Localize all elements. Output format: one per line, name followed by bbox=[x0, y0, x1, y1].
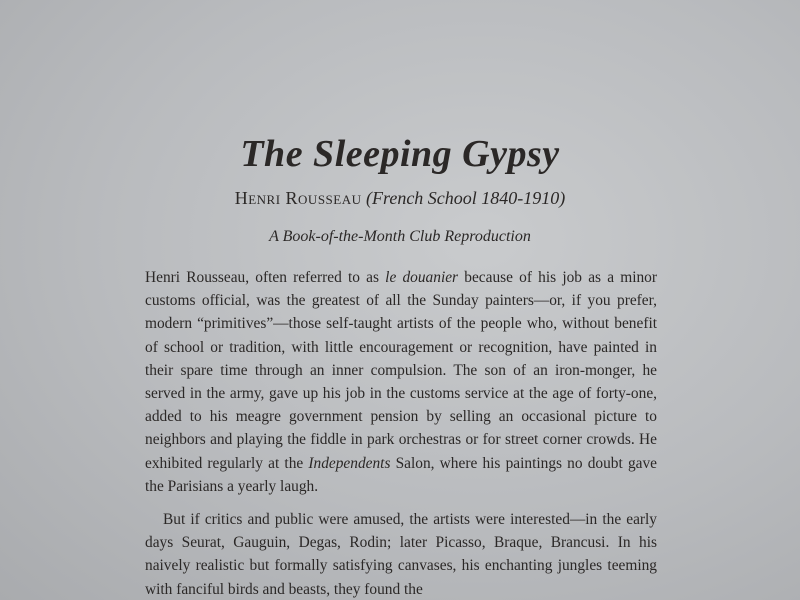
paragraph-1-part-3: Salon, where his paintings no doubt gave the Parisians a yearly laugh. bbox=[145, 454, 657, 495]
artist-name: Henri Rousseau bbox=[234, 188, 362, 208]
paragraph-1-part-2: because of his job as a minor customs official, was the greatest of all the Sunday painters—or, if you prefer, modern “primitives”—those self-taught artists of the people who, without benefit of school or tradition, with little encouragement or recognition, have painted in their spare time through an inner compulsion. The son of an iron-monger, he served in the army, gave up his job in the customs service at the age of forty-one, added to his meagre government pension by selling an occasional picture to neighbors and playing the fiddle in park orchestras or for street corner crowds. He exhibited regularly at the bbox=[145, 269, 658, 472]
artist-school-dates: (French School 1840-1910) bbox=[366, 188, 566, 208]
reproduction-subtitle: A Book-of-the-Month Club Reproduction bbox=[269, 228, 531, 245]
body-text bbox=[145, 266, 657, 600]
paragraph-1-italic-independents: Independents bbox=[308, 454, 391, 472]
paragraph-1 bbox=[145, 266, 657, 498]
paragraph-2: But if critics and public were amused, the artists were interested—in the early days Seurat, Gauguin, Degas, Rodin; later Picasso, Braque, Brancusi. In his naively realistic but formally satisfying canvases, his enchanting jungles teeming with fanciful birds and beasts, they found the bbox=[145, 511, 657, 598]
page-title: The Sleeping Gypsy bbox=[240, 133, 560, 175]
paragraph-1-part-1: Henri Rousseau, often referred to as bbox=[145, 269, 386, 286]
artist-attribution bbox=[0, 188, 800, 209]
paragraph-1-italic-le-douanier: le douanier bbox=[385, 269, 459, 286]
